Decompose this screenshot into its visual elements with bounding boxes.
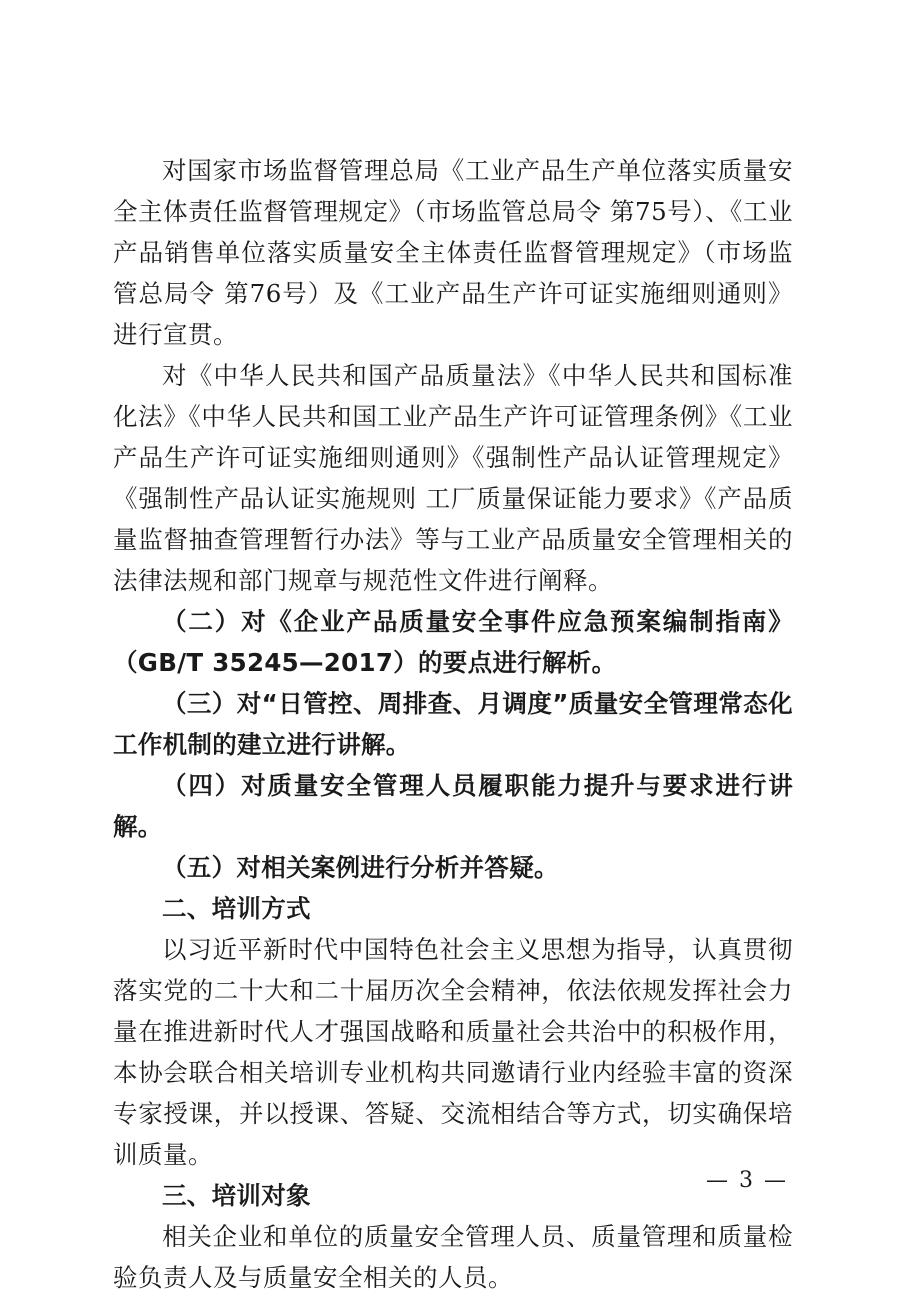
item-three: （三）对“日管控、周排查、月调度”质量安全管理常态化工作机制的建立进行讲解。: [113, 689, 793, 759]
item-five: （五）对相关案例进行分析并答疑。: [162, 853, 559, 882]
document-body: [113, 150, 793, 1298]
page-number: — 3 —: [706, 1168, 788, 1193]
paragraph-training-method: 以习近平新时代中国特色社会主义思想为指导，认真贯彻落实党的二十大和二十届历次全会精神，依法依规发挥社会力量在推进新时代人才强国战略和质量社会共治中的积极作用，本协会联合相关培训专业机构共同邀请行业内经验丰富的资深专家授课，并以授课、答疑、交流相结合等方式，切实确保培训质量。: [113, 935, 793, 1169]
item-four: （四）对质量安全管理人员履职能力提升与要求进行讲解。: [113, 771, 793, 841]
paragraph-regulation-promotion: 对国家市场监督管理总局《工业产品生产单位落实质量安全主体责任监督管理规定》（市场监管总局令 第75号）、《工业产品销售单位落实质量安全主体责任监督管理规定》（市场监管总局令 第76号）及《工业产品生产许可证实施细则通则》进行宣贯。: [113, 156, 793, 349]
section-heading-training-method: 二、培训方式: [162, 894, 311, 923]
item-two: （二）对《企业产品质量安全事件应急预案编制指南》（GB/T 35245—2017）的要点进行解析。: [113, 607, 793, 677]
paragraph-training-audience: 相关企业和单位的质量安全管理人员、质量管理和质量检验负责人及与质量安全相关的人员。: [113, 1222, 793, 1292]
section-heading-training-audience: 三、培训对象: [162, 1181, 311, 1210]
paragraph-law-interpretation: 对《中华人民共和国产品质量法》《中华人民共和国标准化法》《中华人民共和国工业产品生产许可证管理条例》《工业产品生产许可证实施细则通则》《强制性产品认证管理规定》《强制性产品认证实施规则 工厂质量保证能力要求》《产品质量监督抽查管理暂行办法》等与工业产品质量安全管理相关的法律法规和部门规章与规范性文件进行阐释。: [113, 361, 793, 595]
